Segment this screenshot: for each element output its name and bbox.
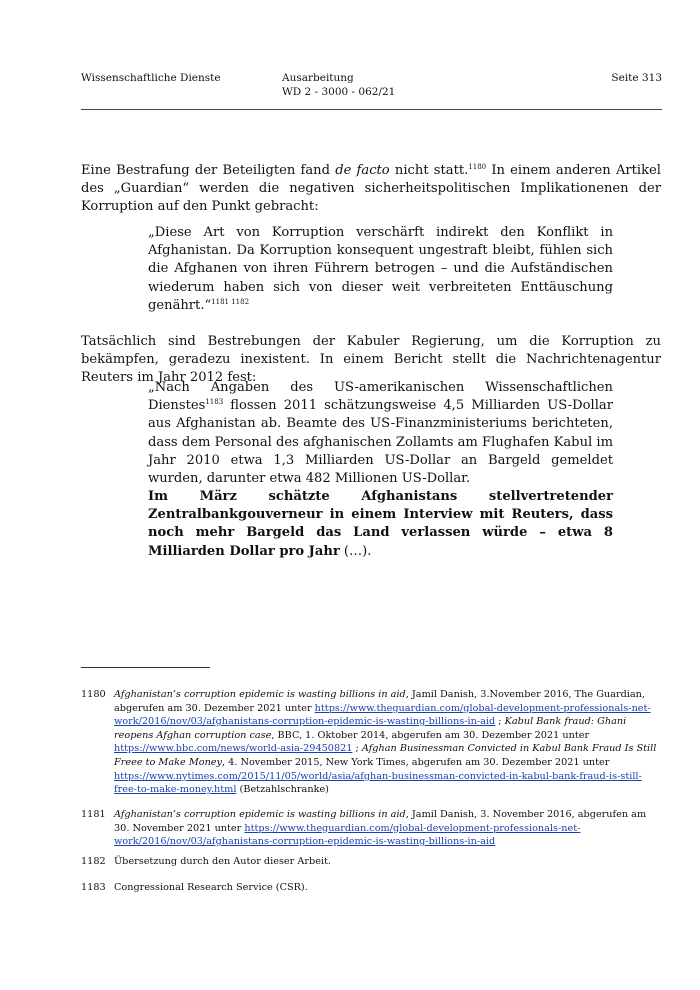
footnote-text: ; — [352, 743, 362, 755]
footnote-number: 1182 — [81, 856, 106, 867]
block-quote-2 — [148, 379, 613, 488]
header-divider — [81, 109, 662, 110]
block-quote-3-bold: Im März schätzte Afghanistans stellvertretender Zentralbankgouverneur in einem Interview mit Reuters, dass noch mehr Bargeld das Land verlassen würde – etwa 8 Milliarden Dollar pro Jahr — [148, 489, 613, 559]
header-page-number: Seite 313 — [611, 72, 662, 84]
footnote-text: ; — [495, 716, 505, 728]
paragraph-1-text-b: nicht statt. — [389, 163, 469, 178]
footnote-number: 1180 — [81, 689, 106, 700]
footnote-link-guardian[interactable]: https://www.theguardian.com/global-development-professionals-net-work/2016/nov/03/afghanistans-corruption-epidemic-is-wasting-billions-in-aid — [114, 822, 581, 848]
footnote-1181 — [81, 808, 661, 849]
footnote-text: (Betzahlschranke) — [236, 784, 329, 796]
paragraph-2: Tatsächlich sind Bestrebungen der Kabuler Regierung, um die Korruption zu bekämpfen, geradezu inexistent. In einem Bericht stellt die Nachrichtenagentur Reuters im Jahr 2012 fest: — [81, 334, 661, 386]
footnote-text: Congressional Research Service (CSR). — [114, 882, 308, 893]
footnote-text: , Jamil Danish, 3.November 2016, The Guardian, abgerufen am 30. Dezember 2021 unter — [114, 689, 645, 714]
footnote-divider — [81, 667, 210, 668]
footnote-1182 — [81, 855, 661, 869]
footnote-ref-1181-1182[interactable]: 1181 1182 — [211, 297, 250, 306]
block-quote-1 — [148, 224, 613, 315]
footnote-text: , Jamil Danish, 3. November 2016, abgerufen am 30. November 2021 unter — [114, 809, 647, 834]
block-quote-2-text-a: „Nach Angaben des US-amerikanischen Wissenschaftlichen Dienstes — [148, 380, 613, 414]
footnote-1180 — [81, 688, 661, 797]
footnote-title: Afghan Businessman Convicted in Kabul Bank Fraud Is Still Freee to Make Money — [114, 743, 657, 768]
footnote-title: Afghanistan’s corruption epidemic is wasting billions in aid — [114, 689, 406, 700]
footnote-ref-1183[interactable]: 1183 — [205, 398, 224, 407]
header-doc-type: Ausarbeitung — [282, 72, 354, 84]
block-quote-3-tail: (…). — [339, 543, 372, 559]
paragraph-1 — [81, 162, 661, 217]
footnote-title: Afghanistan’s corruption epidemic is wasting billions in aid — [114, 809, 406, 820]
block-quote-1-text: „Diese Art von Korruption verschärft indirekt den Konflikt in Afghanistan. Da Korruption konsequent ungestraft bleibt, fühlen sich die Afghanen von ihren Führern betrogen – und die Aufständischen wiederum haben sich von dieser weit verbreiteten Enttäuschung genährt.“ — [148, 225, 613, 313]
footnote-text: , BBC, 1. Oktober 2014, abgerufen am 30. Dezember 2021 unter — [271, 729, 590, 741]
footnote-ref-1180[interactable]: 1180 — [468, 163, 487, 171]
header-institution: Wissenschaftliche Dienste — [81, 72, 221, 84]
footnote-text: , 4. November 2015, New York Times, abgerufen am 30. Dezember 2021 unter — [222, 756, 610, 768]
header-doc-info — [282, 71, 395, 99]
block-quote-3 — [148, 488, 613, 561]
footnote-number: 1181 — [81, 809, 106, 820]
footnote-link-guardian[interactable]: https://www.theguardian.com/global-development-professionals-net-work/2016/nov/03/afghanistans-corruption-epidemic-is-wasting-billions-in-aid — [114, 702, 651, 728]
paragraph-1-text-a: Eine Bestrafung der Beteiligten fand — [81, 163, 336, 178]
footnote-title: Kabul Bank fraud: Ghani reopens Afghan corruption case — [114, 716, 627, 741]
header-doc-number: WD 2 - 3000 - 062/21 — [282, 86, 396, 98]
footnote-text: Übersetzung durch den Autor dieser Arbeit. — [114, 856, 332, 867]
block-quote-2-text-b: flossen 2011 schätzungsweise 4,5 Milliarden US-Dollar aus Afghanistan ab. Beamte des US-Finanzministeriums berichteten, dass dem Personal des afghanischen Zollamts am Flughafen Kabul im Jahr 2010 etwa 1,3 Milliarden US-Dollar an Bargeld gemeldet wurden, darunter etwa 482 Millionen US-Dollar. — [148, 398, 613, 487]
footnote-1183 — [81, 881, 661, 895]
footnote-link-bbc[interactable]: https://www.bbc.com/news/world-asia-29450821 — [114, 743, 353, 755]
page-header — [81, 71, 662, 111]
paragraph-1-text-c: In einem anderen Artikel des „Guardian“ werden die negativen sicherheitspolitischen Implikationenen der Korruption auf den Punkt gebracht: — [81, 163, 661, 215]
footnote-link-nytimes[interactable]: https://www.nytimes.com/2015/11/05/world/asia/afghan-businessman-convicted-in-kabul-bank-fraud-is-still-free-to-make-money.html — [114, 770, 642, 796]
footnote-number: 1183 — [81, 882, 106, 893]
paragraph-1-italic: de facto — [335, 163, 390, 178]
